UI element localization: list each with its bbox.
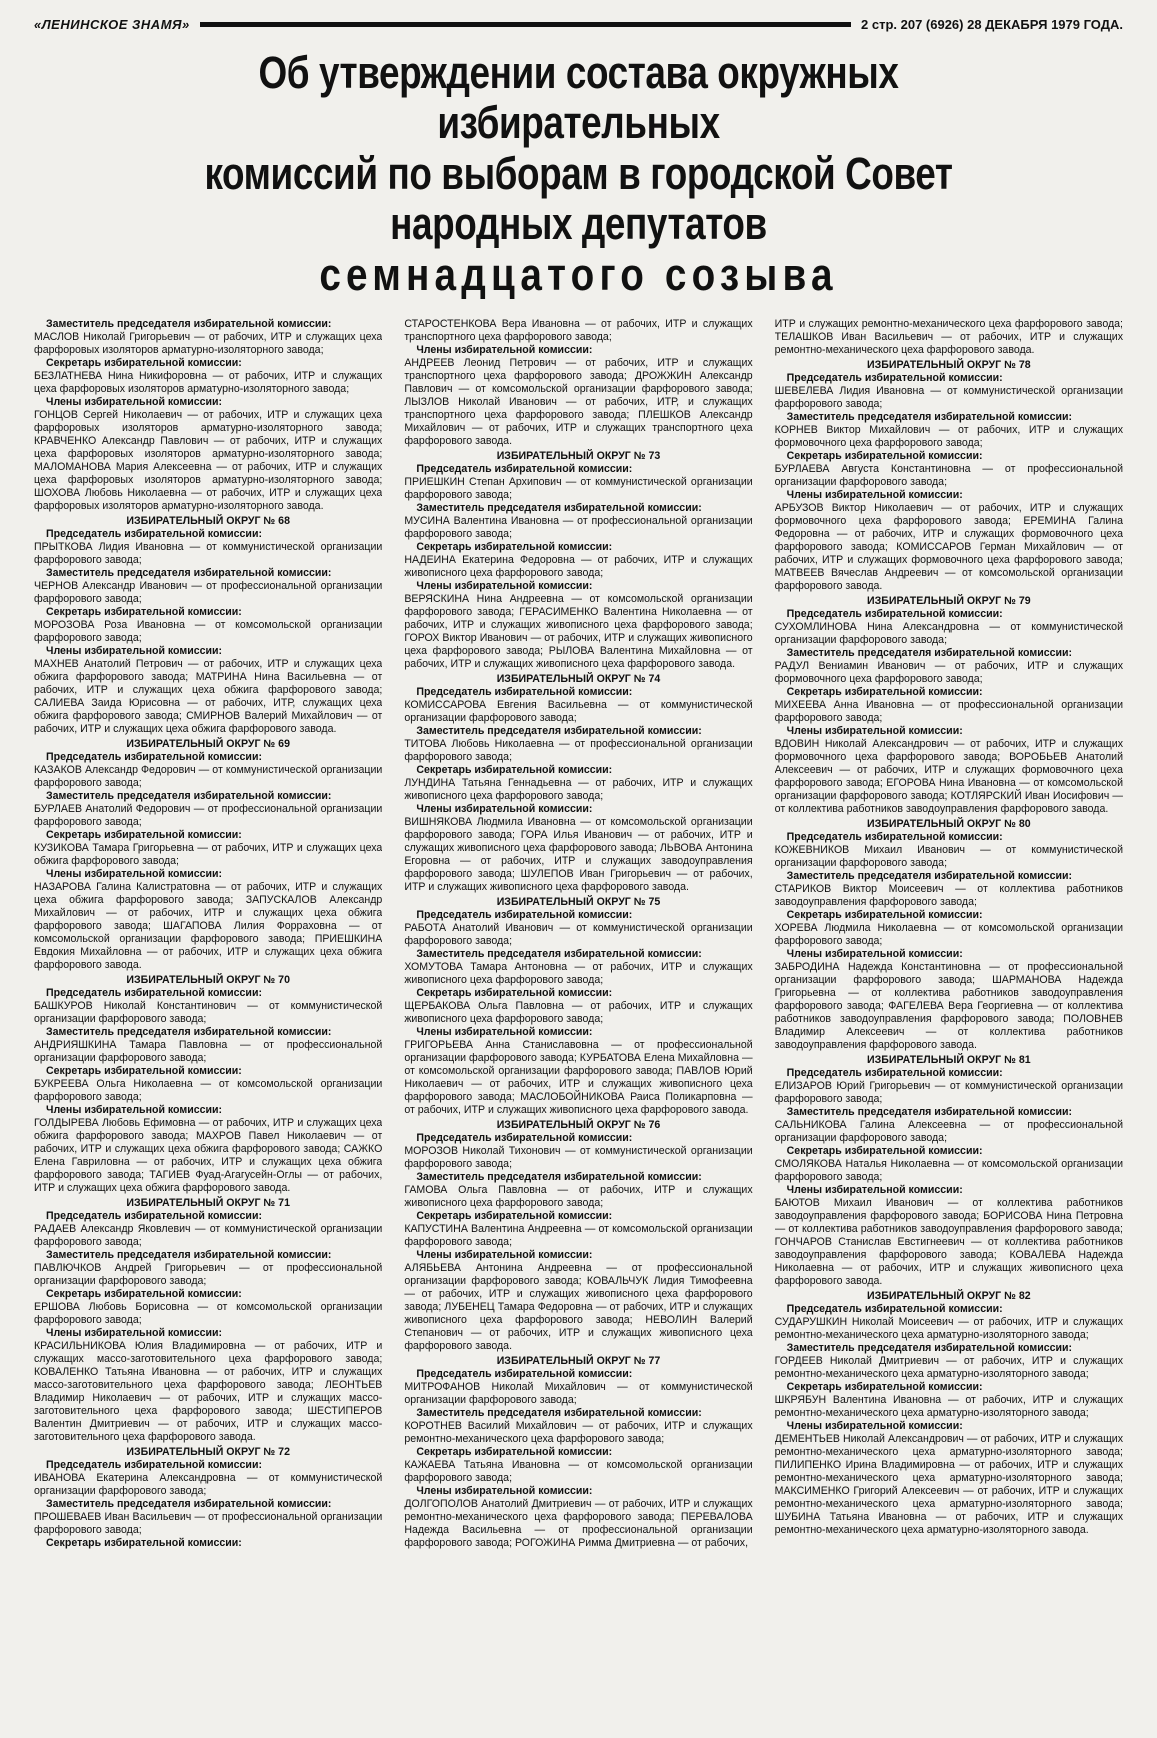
commission-role-label: Секретарь избирательной комиссии: xyxy=(46,1064,242,1077)
commission-role-label: Члены избирательной комиссии: xyxy=(416,1025,593,1038)
commission-role-label: Председатель избирательной комиссии: xyxy=(46,986,262,999)
commission-role-label: Секретарь избирательной комиссии: xyxy=(46,356,242,369)
commission-role-label: Заместитель председателя избирательной комиссии: xyxy=(416,947,702,960)
commission-role-label: Члены избирательной комиссии: xyxy=(786,1419,963,1432)
member-entry: РАБОТА Анатолий Иванович — от коммунистической организации фарфорового завода; xyxy=(404,921,753,947)
district-heading: ИЗБИРАТЕЛЬНЫЙ ОКРУГ № 69 xyxy=(126,737,290,750)
member-entry: МОРОЗОВА Роза Ивановна — от комсомольской организации фарфорового завода; xyxy=(34,618,383,644)
commission-role-label: Заместитель председателя избирательной комиссии: xyxy=(786,646,1073,659)
member-entry: БАЮТОВ Михаил Иванович — от коллектива работников заводоуправления фарфорового завода; БОРИСОВА Нина Петровна — от коллектива работников заводоуправления фарфорового завода; ГОНЧАРОВ Станислав Евстигнеевич — от коллектива работников заводоуправления фарфорового завода; КОВАЛЕВА Надежда Николаевна — от рабочих, ИТР и служащих живописного цеха фарфорового завода. xyxy=(774,1196,1123,1287)
commission-role-label: Секретарь избирательной комиссии: xyxy=(416,986,613,999)
member-entry: МАСЛОВ Николай Григорьевич — от рабочих, ИТР и служащих цеха фарфоровых изоляторов арматурно-изоляторного завода; xyxy=(34,330,383,356)
commission-role-label: Председатель избирательной комиссии: xyxy=(416,1367,633,1380)
commission-role-label: Председатель избирательной комиссии: xyxy=(46,1209,262,1222)
commission-role-label: Члены избирательной комиссии: xyxy=(46,644,223,657)
commission-role-label: Заместитель председателя избирательной комиссии: xyxy=(786,1105,1073,1118)
member-entry: МАХНЕВ Анатолий Петрович — от рабочих, ИТР и служащих цеха обжига фарфорового завода; МАТРИНА Нина Васильевна — от рабочих, ИТР и служащих цеха обжига фарфорового завода; САЛИЕВА Заида Юрисовна — от рабочих, ИТР, служащих цеха обжига фарфорового завода; СМИРНОВ Валерий Михайлович — от рабочих, ИТР и служащих цеха обжига фарфорового завода. xyxy=(34,657,383,735)
commission-role-label: Заместитель председателя избирательной комиссии: xyxy=(46,566,332,579)
member-entry: АЛЯБЬЕВА Антонина Андреевна — от профессиональной организации фарфорового завода; КОВАЛЬЧУК Лидия Тимофеевна — от рабочих, ИТР и служащих живописного цеха фарфорового завода; ЛУБЕНЕЦ Тамара Федоровна — от рабочих, ИТР и служащих живописного цеха фарфорового завода; НЕВОЛИН Валерий Степанович — от рабочих, ИТР и служащих живописного цеха фарфорового завода. xyxy=(404,1261,753,1352)
member-entry: СУХОМЛИНОВА Нина Александровна — от коммунистической организации фарфорового завода; xyxy=(774,620,1123,646)
member-entry: ЛУНДИНА Татьяна Геннадьевна — от рабочих, ИТР и служащих живописного цеха фарфорового завода; xyxy=(404,776,753,802)
commission-role-label: Председатель избирательной комиссии: xyxy=(46,527,262,540)
district-heading: ИЗБИРАТЕЛЬНЫЙ ОКРУГ № 74 xyxy=(496,672,661,685)
member-entry: БАШКУРОВ Николай Константинович — от коммунистической организации фарфорового завода; xyxy=(34,999,383,1025)
commission-role-label: Заместитель председателя избирательной комиссии: xyxy=(416,724,702,737)
commission-role-label: Председатель избирательной комиссии: xyxy=(416,462,633,475)
commission-role-label: Заместитель председателя избирательной комиссии: xyxy=(786,410,1073,423)
commission-role-label: Члены избирательной комиссии: xyxy=(786,947,963,960)
text-column-3 xyxy=(775,318,1123,1738)
member-entry: ВЕРЯСКИНА Нина Андреевна — от комсомольской организации фарфорового завода; ГЕРАСИМЕНКО Валентина Николаевна — от рабочих, ИТР и служащих живописного цеха фарфорового завода; ГОРОХ Виктор Иванович — от рабочих, ИТР и служащих живописного цеха фарфорового завода; РЫЛОВА Валентина Михайловна — от рабочих, ИТР и служащих живописного цеха фарфорового завода. xyxy=(404,592,753,670)
commission-role-label: Секретарь избирательной комиссии: xyxy=(46,605,242,618)
member-entry: ХОРЕВА Людмила Николаевна — от комсомольской организации фарфорового завода; xyxy=(774,921,1123,947)
commission-role-label: Члены избирательной комиссии: xyxy=(416,343,593,356)
commission-role-label: Заместитель председателя избирательной комиссии: xyxy=(416,501,702,514)
district-heading: ИЗБИРАТЕЛЬНЫЙ ОКРУГ № 82 xyxy=(867,1289,1031,1302)
member-entry: КАПУСТИНА Валентина Андреевна — от комсомольской организации фарфорового завода; xyxy=(404,1222,753,1248)
commission-role-label: Секретарь избирательной комиссии: xyxy=(786,1380,983,1393)
commission-role-label: Секретарь избирательной комиссии: xyxy=(786,449,983,462)
member-entry: СУДАРУШКИН Николай Моисеевич — от рабочих, ИТР и служащих ремонтно-механического цеха арматурно-изоляторного завода; xyxy=(774,1315,1123,1341)
member-entry: МИТРОФАНОВ Николай Михайлович — от коммунистической организации фарфорового завода; xyxy=(404,1380,753,1406)
member-entry: СТАРИКОВ Виктор Моисеевич — от коллектива работников заводоуправления фарфорового завода; xyxy=(774,882,1123,908)
district-heading: ИЗБИРАТЕЛЬНЫЙ ОКРУГ № 68 xyxy=(126,514,290,527)
masthead xyxy=(34,12,1123,36)
member-entry: АНДРИЯШКИНА Тамара Павловна — от профессиональной организации фарфорового завода; xyxy=(34,1038,383,1064)
commission-role-label: Члены избирательной комиссии: xyxy=(786,488,963,501)
district-heading: ИЗБИРАТЕЛЬНЫЙ ОКРУГ № 80 xyxy=(867,817,1031,830)
member-entry: ИВАНОВА Екатерина Александровна — от коммунистической организации фарфорового завода; xyxy=(34,1471,383,1497)
commission-role-label: Заместитель председателя избирательной комиссии: xyxy=(46,1497,332,1510)
member-entry: ПАВЛЮЧКОВ Андрей Григорьевич — от профессиональной организации фарфорового завода; xyxy=(34,1261,383,1287)
district-heading: ИЗБИРАТЕЛЬНЫЙ ОКРУГ № 78 xyxy=(867,358,1031,371)
commission-role-label: Секретарь избирательной комиссии: xyxy=(46,828,242,841)
commission-role-label: Члены избирательной комиссии: xyxy=(786,1183,963,1196)
commission-role-label: Секретарь избирательной комиссии: xyxy=(416,1209,613,1222)
member-entry: НАДЕИНА Екатерина Федоровна — от рабочих, ИТР и служащих живописного цеха фарфорового завода; xyxy=(404,553,753,579)
member-entry: ВИШНЯКОВА Людмила Ивановна — от комсомольской организации фарфорового завода; ГОРА Илья Иванович — от рабочих, ИТР и служащих живописного цеха фарфорового завода; ЛЬВОВА Антонина Егоровна — от рабочих, ИТР и служащих заводоуправления фарфорового завода; ШУЛЕПОВ Иван Григорьевич — от рабочих, ИТР и служащих живописного цеха фарфорового завода. xyxy=(404,815,753,893)
member-entry: КОРНЕВ Виктор Михайлович — от рабочих, ИТР и служащих формовочного цеха фарфорового завода; xyxy=(774,423,1123,449)
commission-role-label: Председатель избирательной комиссии: xyxy=(786,1066,1003,1079)
commission-role-label: Члены избирательной комиссии: xyxy=(46,1103,223,1116)
member-entry: ПРОШЕВАЕВ Иван Васильевич — от профессиональной организации фарфорового завода; xyxy=(34,1510,383,1536)
member-entry: СМОЛЯКОВА Наталья Николаевна — от комсомольской организации фарфорового завода; xyxy=(774,1157,1123,1183)
commission-role-label: Заместитель председателя избирательной комиссии: xyxy=(46,1248,332,1261)
district-heading: ИЗБИРАТЕЛЬНЫЙ ОКРУГ № 73 xyxy=(496,449,661,462)
commission-role-label: Председатель избирательной комиссии: xyxy=(786,830,1003,843)
commission-role-label: Секретарь избирательной комиссии: xyxy=(786,908,983,921)
commission-role-label: Члены избирательной комиссии: xyxy=(46,395,223,408)
commission-role-label: Председатель избирательной комиссии: xyxy=(416,908,633,921)
member-entry: АНДРЕЕВ Леонид Петрович — от рабочих, ИТР и служащих транспортного цеха фарфорового завода; ДРОЖЖИН Александр Павлович — от комсомольской организации фарфорового завода; ЛЫЗЛОВ Николай Иванович — от рабочих, ИТР, и служащих транспортного цеха фарфорового завода; ПЛЕШКОВ Александр Михайлович — от рабочих, ИТР и служащих транспортного цеха фарфорового завода. xyxy=(404,356,753,447)
text-column-1 xyxy=(34,318,382,1738)
member-entry: КОМИССАРОВА Евгения Васильевна — от коммунистической организации фарфорового завода; xyxy=(404,698,753,724)
commission-role-label: Заместитель председателя избирательной комиссии: xyxy=(46,789,332,802)
member-entry: АРБУЗОВ Виктор Николаевич — от рабочих, ИТР и служащих формовочного цеха фарфорового завода; ЕРЕМИНА Галина Федоровна — от рабочих, ИТР и служащих формовочного цеха фарфорового завода; КОМИССАРОВ Герман Михайлович — от рабочих, ИТР и служащих формовочного цеха фарфорового завода; МАТВЕЕВ Вячеслав Андреевич — от комсомольской организации фарфорового завода. xyxy=(774,501,1123,592)
commission-role-label: Председатель избирательной комиссии: xyxy=(46,1458,262,1471)
member-entry: ЧЕРНОВ Александр Иванович — от профессиональной организации фарфорового завода; xyxy=(34,579,383,605)
commission-role-label: Члены избирательной комиссии: xyxy=(416,579,593,592)
commission-role-label: Секретарь избирательной комиссии: xyxy=(416,540,613,553)
member-entry: ПРЫТКОВА Лидия Ивановна — от коммунистической организации фарфорового завода; xyxy=(34,540,383,566)
member-entry: ГОЛДЫРЕВА Любовь Ефимовна — от рабочих, ИТР и служащих цеха обжига фарфорового завода; МАХРОВ Павел Николаевич — от рабочих, ИТР и служащих цеха обжига фарфорового завода; САЖКО Елена Гавриловна — от рабочих, ИТР и служащих цеха обжига фарфорового завода; ТАГИЕВ Фуад-Агагусейн-Оглы — от рабочих, ИТР и служащих цеха обжига фарфорового завода. xyxy=(34,1116,383,1194)
member-entry: ЕЛИЗАРОВ Юрий Григорьевич — от коммунистической организации фарфорового завода; xyxy=(774,1079,1123,1105)
member-entry: КОЖЕВНИКОВ Михаил Иванович — от коммунистической организации фарфорового завода; xyxy=(774,843,1123,869)
member-entry: БУКРЕЕВА Ольга Николаевна — от комсомольской организации фарфорового завода; xyxy=(34,1077,383,1103)
commission-role-label: Заместитель председателя избирательной комиссии: xyxy=(416,1406,702,1419)
district-heading: ИЗБИРАТЕЛЬНЫЙ ОКРУГ № 71 xyxy=(126,1196,290,1209)
commission-role-label: Председатель избирательной комиссии: xyxy=(46,750,262,763)
commission-role-label: Секретарь избирательной комиссии: xyxy=(46,1536,242,1549)
member-entry: РАДАЕВ Александр Яковлевич — от коммунистической организации фарфорового завода; xyxy=(34,1222,383,1248)
commission-role-label: Председатель избирательной комиссии: xyxy=(786,371,1003,384)
commission-role-label: Заместитель председателя избирательной комиссии: xyxy=(416,1170,702,1183)
commission-role-label: Секретарь избирательной комиссии: xyxy=(786,685,983,698)
district-heading: ИЗБИРАТЕЛЬНЫЙ ОКРУГ № 77 xyxy=(496,1354,661,1367)
district-heading: ИЗБИРАТЕЛЬНЫЙ ОКРУГ № 79 xyxy=(867,594,1031,607)
member-entry: СТАРОСТЕНКОВА Вера Ивановна — от рабочих, ИТР и служащих транспортного цеха фарфорового завода; xyxy=(404,317,753,343)
member-entry: МОРОЗОВ Николай Тихонович — от коммунистической организации фарфорового завода; xyxy=(404,1144,753,1170)
commission-role-label: Секретарь избирательной комиссии: xyxy=(416,1445,613,1458)
district-heading: ИЗБИРАТЕЛЬНЫЙ ОКРУГ № 72 xyxy=(126,1445,290,1458)
member-entry: КАЖАЕВА Татьяна Ивановна — от комсомольской организации фарфорового завода; xyxy=(404,1458,753,1484)
masthead-rule xyxy=(200,22,851,27)
member-entry: ПРИЕШКИН Степан Архипович — от коммунистической организации фарфорового завода; xyxy=(404,475,753,501)
member-entry: САЛЬНИКОВА Галина Алексеевна — от профессиональной организации фарфорового завода; xyxy=(774,1118,1123,1144)
commission-role-label: Члены избирательной комиссии: xyxy=(786,724,963,737)
member-entry: ШКРЯБУН Валентина Ивановна — от рабочих, ИТР и служащих ремонтно-механического цеха арматурно-изоляторного завода; xyxy=(774,1393,1123,1419)
member-entry: МУСИНА Валентина Ивановна — от профессиональной организации фарфорового завода; xyxy=(404,514,753,540)
district-heading: ИЗБИРАТЕЛЬНЫЙ ОКРУГ № 81 xyxy=(867,1053,1031,1066)
commission-role-label: Председатель избирательной комиссии: xyxy=(416,685,633,698)
commission-role-label: Председатель избирательной комиссии: xyxy=(786,607,1003,620)
member-entry: КРАСИЛЬНИКОВА Юлия Владимировна — от рабочих, ИТР и служащих массо-заготовительного цеха фарфорового завода; КОВАЛЕНКО Татьяна Ивановна — от рабочих, ИТР и служащих массо-заготовительного цеха фарфорового завода; ЛЕОНТЬЕВ Владимир Николаевич — от рабочих, ИТР и служащих массо-заготовительного цеха фарфорового завода; ШЕСТИПЕРОВ Валентин Дмитриевич — от рабочих, ИТР и служащих массо-заготовительного цеха фарфорового завода. xyxy=(34,1339,383,1443)
member-entry: ГОРДЕЕВ Николай Дмитриевич — от рабочих, ИТР и служащих ремонтно-механического цеха арматурно-изоляторного завода; xyxy=(774,1354,1123,1380)
text-column-2 xyxy=(404,318,752,1738)
article-headline xyxy=(34,48,1123,300)
headline-line-2: комиссий по выборам в городской Совет народных депутатов xyxy=(204,147,953,250)
member-entry: РАДУЛ Вениамин Иванович — от рабочих, ИТР и служащих формовочного цеха фарфорового завода; xyxy=(774,659,1123,685)
commission-role-label: Председатель избирательной комиссии: xyxy=(416,1131,633,1144)
headline-line-3: семнадцатого созыва xyxy=(319,248,838,300)
commission-role-label: Секретарь избирательной комиссии: xyxy=(416,763,613,776)
commission-role-label: Члены избирательной комиссии: xyxy=(416,802,593,815)
commission-role-label: Заместитель председателя избирательной комиссии: xyxy=(46,317,332,330)
member-entry: ИТР и служащих ремонтно-механического цеха фарфорового завода; ТЕЛАШКОВ Иван Васильевич — от рабочих, ИТР и служащих ремонтно-механического цеха фарфорового завода. xyxy=(774,317,1123,356)
newspaper-name: «ЛЕНИНСКОЕ ЗНАМЯ» xyxy=(34,16,190,32)
headline-line-1: Об утверждении состава окружных избирательных xyxy=(258,47,899,149)
member-entry: КУЗИКОВА Тамара Григорьевна — от рабочих, ИТР и служащих цеха обжига фарфорового завода; xyxy=(34,841,383,867)
commission-role-label: Члены избирательной комиссии: xyxy=(416,1248,593,1261)
member-entry: БУРЛАЕВА Августа Константиновна — от профессиональной организации фарфорового завода; xyxy=(774,462,1123,488)
member-entry: НАЗАРОВА Галина Калистратовна — от рабочих, ИТР и служащих цеха обжига фарфорового завода; ЗАПУСКАЛОВ Александр Михайлович — от рабочих, ИТР и служащих цеха обжига фарфорового завода; ШАГАПОВА Лилия Форраховна — от комсомольской организации фарфорового завода; ПРИЕШКИНА Евдокия Михайловна — от рабочих, ИТР и служащих цеха обжига фарфорового завода. xyxy=(34,880,383,971)
district-heading: ИЗБИРАТЕЛЬНЫЙ ОКРУГ № 70 xyxy=(126,973,290,986)
commission-role-label: Члены избирательной комиссии: xyxy=(416,1484,593,1497)
member-entry: ТИТОВА Любовь Николаевна — от профессиональной организации фарфорового завода; xyxy=(404,737,753,763)
member-entry: КАЗАКОВ Александр Федорович — от коммунистической организации фарфорового завода; xyxy=(34,763,383,789)
member-entry: ГРИГОРЬЕВА Анна Станиславовна — от профессиональной организации фарфорового завода; КУРБАТОВА Елена Михайловна — от комсомольской организации фарфорового завода; ПАВЛОВ Юрий Николаевич — от рабочих, ИТР и служащих живописного цеха фарфорового завода; МАСЛОБОЙНИКОВА Раиса Поликарповна — от рабочих, ИТР и служащих живописного цеха фарфорового завода. xyxy=(404,1038,753,1116)
commission-role-label: Члены избирательной комиссии: xyxy=(46,867,223,880)
member-entry: ГОНЦОВ Сергей Николаевич — от рабочих, ИТР и служащих цеха фарфоровых изоляторов арматурно-изоляторного завода; КРАВЧЕНКО Александр Павлович — от рабочих, ИТР и служащих цеха фарфоровых изоляторов арматурно-изоляторного завода; МАЛОМАНОВА Мария Алексеевна — от рабочих, ИТР и служащих цеха фарфоровых изоляторов арматурно-изоляторного завода; ШОХОВА Любовь Николаевна — от рабочих, ИТР и служащих цеха фарфоровых изоляторов арматурно-изоляторного завода. xyxy=(34,408,383,512)
district-heading: ИЗБИРАТЕЛЬНЫЙ ОКРУГ № 75 xyxy=(496,895,661,908)
member-entry: ДЕМЕНТЬЕВ Николай Александрович — от рабочих, ИТР и служащих ремонтно-механического цеха арматурно-изоляторного завода; ПИЛИПЕНКО Ирина Владимировна — от рабочих, ИТР и служащих ремонтно-механического цеха арматурно-изоляторного завода; МАКСИМЕНКО Григорий Алексеевич — от рабочих, ИТР и служащих ремонтно-механического цеха арматурно-изоляторного завода; ШУБИНА Татьяна Ивановна — от рабочих, ИТР и служащих ремонтно-механического цеха арматурно-изоляторного завода. xyxy=(774,1432,1123,1536)
member-entry: КОРОТНЕВ Василий Михайлович — от рабочих, ИТР и служащих ремонтно-механического цеха фарфорового завода; xyxy=(404,1419,753,1445)
member-entry: БУРЛАЕВ Анатолий Федорович — от профессиональной организации фарфорового завода; xyxy=(34,802,383,828)
commission-role-label: Заместитель председателя избирательной комиссии: xyxy=(786,1341,1073,1354)
commission-role-label: Секретарь избирательной комиссии: xyxy=(46,1287,242,1300)
issue-info: 2 стр. 207 (6926) 28 ДЕКАБРЯ 1979 ГОДА. xyxy=(861,16,1123,32)
member-entry: БЕЗЛАТНЕВА Нина Никифоровна — от рабочих, ИТР и служащих цеха фарфоровых изоляторов арматурно-изоляторного завода; xyxy=(34,369,383,395)
member-entry: ШЕВЕЛЕВА Лидия Ивановна — от коммунистической организации фарфорового завода; xyxy=(774,384,1123,410)
commission-role-label: Заместитель председателя избирательной комиссии: xyxy=(46,1025,332,1038)
member-entry: МИХЕЕВА Анна Ивановна — от профессиональной организации фарфорового завода; xyxy=(774,698,1123,724)
member-entry: ХОМУТОВА Тамара Антоновна — от рабочих, ИТР и служащих живописного цеха фарфорового завода; xyxy=(404,960,753,986)
district-heading: ИЗБИРАТЕЛЬНЫЙ ОКРУГ № 76 xyxy=(496,1118,661,1131)
member-entry: ГАМОВА Ольга Павловна — от рабочих, ИТР и служащих живописного цеха фарфорового завода; xyxy=(404,1183,753,1209)
member-entry: ЗАБРОДИНА Надежда Константиновна — от профессиональной организации фарфорового завода; ШАРМАНОВА Надежда Григорьевна — от коллектива работников заводоуправления фарфорового завода; ФАГЕЛЕВА Вера Георгиевна — от коллектива работников заводоуправления фарфорового завода; ПОЛОВНЕВ Владимир Алексеевич — от коллектива работников заводоуправления фарфорового завода. xyxy=(774,960,1123,1051)
commission-role-label: Председатель избирательной комиссии: xyxy=(786,1302,1003,1315)
article-body xyxy=(34,318,1123,1738)
member-entry: ВДОВИН Николай Александрович — от рабочих, ИТР и служащих формовочного цеха фарфорового завода; ВОРОБЬЕВ Анатолий Алексеевич — от рабочих, ИТР и служащих формовочного цеха фарфорового завода; ЕГОРОВА Нина Ивановна — от комсомольской организации фарфорового завода; КОТЛЯРСКИЙ Иван Иосифович — от коллектива работников заводоуправления фарфорового завода. xyxy=(774,737,1123,815)
member-entry: ДОЛГОПОЛОВ Анатолий Дмитриевич — от рабочих, ИТР и служащих ремонтно-механического цеха фарфорового завода; ПЕРЕВАЛОВА Надежда Васильевна — от профессиональной организации фарфорового завода; РОГОЖИНА Римма Дмитриевна — от рабочих, xyxy=(404,1497,753,1549)
commission-role-label: Секретарь избирательной комиссии: xyxy=(786,1144,983,1157)
member-entry: ЕРШОВА Любовь Борисовна — от комсомольской организации фарфорового завода; xyxy=(34,1300,383,1326)
commission-role-label: Члены избирательной комиссии: xyxy=(46,1326,223,1339)
member-entry: ЩЕРБАКОВА Ольга Павловна — от рабочих, ИТР и служащих живописного цеха фарфорового завода; xyxy=(404,999,753,1025)
commission-role-label: Заместитель председателя избирательной комиссии: xyxy=(786,869,1073,882)
